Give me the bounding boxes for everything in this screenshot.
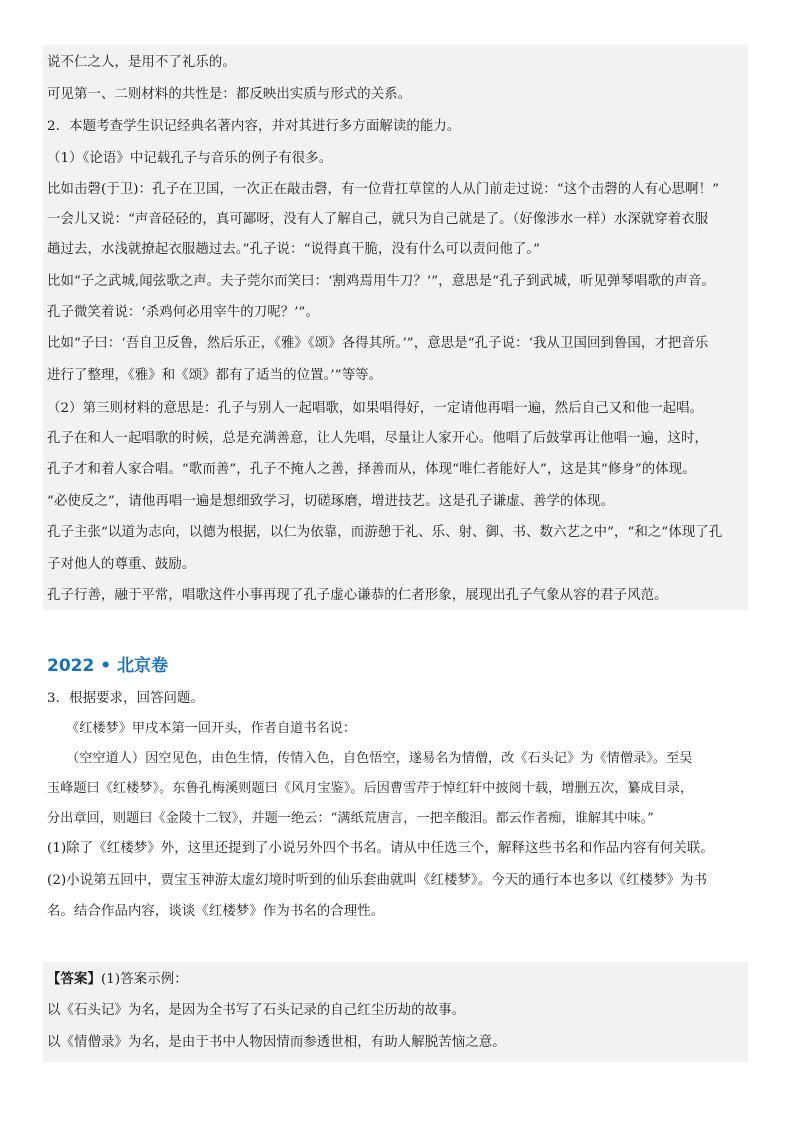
answer-line: “必使反之”，请他再唱一遍是想细致学习，切磋琢磨，增进技艺。这是孔子谦虚、善学的体现。 bbox=[47, 494, 615, 509]
answer-line: 以《石头记》为名，是因为全书写了石头记录的自己红尘历劫的故事。 bbox=[47, 1003, 466, 1018]
answer-line: 可见第一、二则材料的共性是：都反映出实质与形式的关系。 bbox=[47, 87, 412, 102]
answer-line: 子对他人的尊重、鼓励。 bbox=[47, 557, 196, 572]
answer-line: 孔子在和人一起唱歌的时候，总是充满善意，让人先唱，尽量让人家开心。他唱了后鼓掌再让他唱一遍，这时， bbox=[47, 431, 709, 446]
answer-line: 孔子才和着人家合唱。“歌而善”，孔子不掩人之善，择善而从，体现“唯仁者能好人”，这是其“修身”的体现。 bbox=[47, 462, 696, 477]
answer-line: 趟过去，水浅就撩起衣服趟过去。”孔子说：“说得真干脆，没有什么可以责问他了。” bbox=[47, 242, 541, 257]
answer-line: 2．本题考查学生识记经典名著内容，并对其进行多方面解读的能力。 bbox=[47, 119, 461, 134]
answer-line: 说不仁之人，是用不了礼乐的。 bbox=[47, 55, 236, 70]
answer-line: 比如击磬(于卫)：孔子在卫国，一次正在敲击磬，有一位背扛草筐的人从门前走过说：“这个击磬的人有心思啊！” bbox=[47, 182, 720, 197]
answer-line: 进行了整理，《雅》和《颂》都有了适当的位置。’”等等。 bbox=[47, 368, 383, 383]
answer-label: 【答案】 bbox=[47, 971, 101, 987]
answer-line: 孔子行善，融于平常，唱歌这件小事再现了孔子虚心谦恭的仁者形象，展现出孔子气象从容的君子风范。 bbox=[47, 588, 668, 603]
passage-line: 玉峰题曰《红楼梦》。东鲁孔梅溪则题曰《风月宝鉴》。后因曹雪芹于悼红轩中披阅十载，增删五次，纂成目录， bbox=[47, 781, 694, 796]
passage-line: （空空道人）因空见色，由色生情，传情入色，自色悟空，遂易名为情僧，改《石头记》为《情僧录》。至吴 bbox=[66, 751, 693, 766]
answer-line: 一会儿又说：“声音硁硁的，真可鄙呀，没有人了解自己，就只为自己就是了。（好像涉水一样）水深就穿着衣服 bbox=[47, 212, 709, 227]
passage-line: 《红楼梦》甲戌本第一回开头，作者自道书名说： bbox=[66, 721, 357, 736]
answer-line: 比如“子曰：‘吾自卫反鲁，然后乐正，《雅》《颂》各得其所。’”，意思是“孔子说：‘我从卫国回到鲁国，才把音乐 bbox=[47, 336, 709, 351]
answer-line: 孔子主张“以道为志向，以德为根据，以仁为依靠，而游憩于礼、乐、射、御、书、数六艺之中”，“和之”体现了孔 bbox=[47, 525, 723, 540]
answer-line: 孔子微笑着说：‘杀鸡何必用宰牛的刀呢？’”。 bbox=[47, 305, 319, 320]
answer-first-line bbox=[47, 970, 188, 989]
answer-line-rest: (1)答案示例： bbox=[100, 972, 188, 987]
sub-question-2-line: 名。结合作品内容，谈谈《红楼梦》作为书名的合理性。 bbox=[47, 904, 385, 919]
question-intro: 3．根据要求，回答问题。 bbox=[47, 691, 205, 706]
sub-question-1: (1)除了《红楼梦》外，这里还提到了小说另外四个书名。请从中任选三个，解释这些书名和作品内容有何关联。 bbox=[47, 841, 714, 856]
answer-line: （2）第三则材料的意思是：孔子与别人一起唱歌，如果唱得好，一定请他再唱一遍，然后自己又和他一起唱。 bbox=[47, 401, 704, 416]
section-heading: 2022 • 北京卷 bbox=[47, 656, 169, 676]
answer-line: 以《情僧录》为名，是由于书中人物因情而参透世相，有助人解脱苦恼之意。 bbox=[47, 1035, 506, 1050]
sub-question-2-line: (2)小说第五回中，贾宝玉神游太虚幻境时听到的仙乐套曲就叫《红楼梦》。今天的通行本也多以《红楼梦》为书 bbox=[47, 873, 708, 888]
answer-line: 比如“子之武城,闻弦歌之声。夫子莞尔而笑曰：‘割鸡焉用牛刀？’”，意思是“孔子到武城，听见弹琴唱歌的声音。 bbox=[47, 274, 715, 289]
passage-line: 分出章回，则题曰《金陵十二钗》，并题一绝云：“满纸荒唐言，一把辛酸泪。都云作者痴，谁解其中味。” bbox=[47, 811, 654, 826]
answer-line: （1）《论语》中记载孔子与音乐的例子有很多。 bbox=[47, 151, 333, 166]
